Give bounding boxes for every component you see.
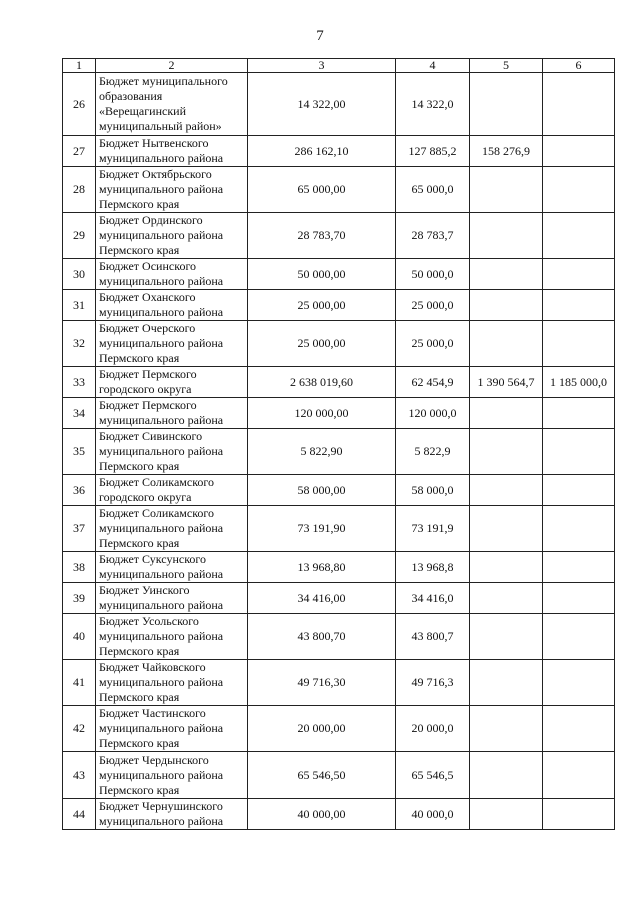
amount-col-5	[470, 752, 543, 799]
row-number: 27	[63, 136, 96, 167]
amount-col-4: 65 546,5	[396, 752, 470, 799]
budget-name: Бюджет Пермского городского округа	[96, 367, 248, 398]
column-header-1: 1	[63, 59, 96, 73]
row-number: 44	[63, 799, 96, 830]
row-number: 26	[63, 73, 96, 136]
amount-col-5	[470, 290, 543, 321]
amount-col-5: 158 276,9	[470, 136, 543, 167]
total-amount: 5 822,90	[248, 429, 396, 475]
amount-col-6	[543, 583, 615, 614]
total-amount: 25 000,00	[248, 290, 396, 321]
amount-col-6	[543, 752, 615, 799]
row-number: 39	[63, 583, 96, 614]
row-number: 32	[63, 321, 96, 367]
total-amount: 58 000,00	[248, 475, 396, 506]
table-row	[63, 213, 615, 259]
budget-name: Бюджет Пермского муниципального района	[96, 398, 248, 429]
amount-col-4: 5 822,9	[396, 429, 470, 475]
table-body	[63, 73, 615, 830]
amount-col-6	[543, 475, 615, 506]
total-amount: 2 638 019,60	[248, 367, 396, 398]
budget-name: Бюджет Октябрьского муниципального района Пермского края	[96, 167, 248, 213]
total-amount: 73 191,90	[248, 506, 396, 552]
amount-col-5	[470, 259, 543, 290]
amount-col-5	[470, 614, 543, 660]
amount-col-5: 1 390 564,7	[470, 367, 543, 398]
amount-col-4: 13 968,8	[396, 552, 470, 583]
amount-col-5	[470, 167, 543, 213]
amount-col-5	[470, 799, 543, 830]
table-row	[63, 429, 615, 475]
budget-name: Бюджет Чердынского муниципального района Пермского края	[96, 752, 248, 799]
table-row	[63, 552, 615, 583]
row-number: 40	[63, 614, 96, 660]
budget-name: Бюджет Уинского муниципального района	[96, 583, 248, 614]
amount-col-6	[543, 290, 615, 321]
budget-table	[62, 58, 615, 830]
total-amount: 28 783,70	[248, 213, 396, 259]
total-amount: 65 000,00	[248, 167, 396, 213]
row-number: 33	[63, 367, 96, 398]
table-row	[63, 136, 615, 167]
row-number: 37	[63, 506, 96, 552]
table-row	[63, 506, 615, 552]
budget-name: Бюджет Ординского муниципального района Пермского края	[96, 213, 248, 259]
total-amount: 20 000,00	[248, 706, 396, 752]
row-number: 38	[63, 552, 96, 583]
amount-col-5	[470, 552, 543, 583]
amount-col-6	[543, 660, 615, 706]
budget-name: Бюджет Частинского муниципального района Пермского края	[96, 706, 248, 752]
total-amount: 14 322,00	[248, 73, 396, 136]
budget-name: Бюджет Осинского муниципального района	[96, 259, 248, 290]
amount-col-5	[470, 506, 543, 552]
column-header-6: 6	[543, 59, 615, 73]
amount-col-4: 28 783,7	[396, 213, 470, 259]
table-row	[63, 259, 615, 290]
amount-col-6	[543, 506, 615, 552]
amount-col-5	[470, 583, 543, 614]
table-row	[63, 799, 615, 830]
amount-col-6	[543, 136, 615, 167]
row-number: 41	[63, 660, 96, 706]
table-row	[63, 660, 615, 706]
column-header-4: 4	[396, 59, 470, 73]
amount-col-4: 43 800,7	[396, 614, 470, 660]
row-number: 29	[63, 213, 96, 259]
amount-col-4: 25 000,0	[396, 321, 470, 367]
amount-col-6: 1 185 000,0	[543, 367, 615, 398]
total-amount: 13 968,80	[248, 552, 396, 583]
amount-col-5	[470, 429, 543, 475]
table-row	[63, 752, 615, 799]
amount-col-4: 62 454,9	[396, 367, 470, 398]
budget-name: Бюджет Соликамского городского округа	[96, 475, 248, 506]
amount-col-6	[543, 259, 615, 290]
amount-col-4: 127 885,2	[396, 136, 470, 167]
table-row	[63, 73, 615, 136]
budget-name: Бюджет муниципального образования «Верещагинский муниципальный район»	[96, 73, 248, 136]
amount-col-4: 65 000,0	[396, 167, 470, 213]
table-row	[63, 475, 615, 506]
table-row	[63, 321, 615, 367]
budget-name: Бюджет Соликамского муниципального района Пермского края	[96, 506, 248, 552]
budget-name: Бюджет Суксунского муниципального района	[96, 552, 248, 583]
table-row	[63, 583, 615, 614]
amount-col-6	[543, 398, 615, 429]
amount-col-5	[470, 321, 543, 367]
amount-col-5	[470, 73, 543, 136]
total-amount: 34 416,00	[248, 583, 396, 614]
amount-col-5	[470, 660, 543, 706]
total-amount: 120 000,00	[248, 398, 396, 429]
amount-col-4: 20 000,0	[396, 706, 470, 752]
row-number: 34	[63, 398, 96, 429]
column-header-2: 2	[96, 59, 248, 73]
amount-col-4: 40 000,0	[396, 799, 470, 830]
row-number: 35	[63, 429, 96, 475]
budget-name: Бюджет Чайковского муниципального района Пермского края	[96, 660, 248, 706]
amount-col-5	[470, 706, 543, 752]
table-row	[63, 367, 615, 398]
total-amount: 40 000,00	[248, 799, 396, 830]
table-row	[63, 167, 615, 213]
amount-col-6	[543, 321, 615, 367]
budget-name: Бюджет Очерского муниципального района Пермского края	[96, 321, 248, 367]
amount-col-6	[543, 614, 615, 660]
row-number: 43	[63, 752, 96, 799]
budget-name: Бюджет Оханского муниципального района	[96, 290, 248, 321]
amount-col-6	[543, 552, 615, 583]
total-amount: 286 162,10	[248, 136, 396, 167]
amount-col-4: 25 000,0	[396, 290, 470, 321]
table-row	[63, 614, 615, 660]
budget-name: Бюджет Сивинского муниципального района Пермского края	[96, 429, 248, 475]
column-header-5: 5	[470, 59, 543, 73]
budget-name: Бюджет Усольского муниципального района Пермского края	[96, 614, 248, 660]
amount-col-5	[470, 398, 543, 429]
amount-col-4: 120 000,0	[396, 398, 470, 429]
budget-name: Бюджет Нытвенского муниципального района	[96, 136, 248, 167]
total-amount: 25 000,00	[248, 321, 396, 367]
amount-col-5	[470, 475, 543, 506]
row-number: 42	[63, 706, 96, 752]
table-row	[63, 706, 615, 752]
total-amount: 50 000,00	[248, 259, 396, 290]
total-amount: 43 800,70	[248, 614, 396, 660]
amount-col-4: 58 000,0	[396, 475, 470, 506]
row-number: 31	[63, 290, 96, 321]
amount-col-4: 73 191,9	[396, 506, 470, 552]
total-amount: 65 546,50	[248, 752, 396, 799]
row-number: 28	[63, 167, 96, 213]
amount-col-4: 50 000,0	[396, 259, 470, 290]
amount-col-4: 34 416,0	[396, 583, 470, 614]
total-amount: 49 716,30	[248, 660, 396, 706]
column-header-3: 3	[248, 59, 396, 73]
amount-col-6	[543, 167, 615, 213]
amount-col-4: 49 716,3	[396, 660, 470, 706]
amount-col-6	[543, 73, 615, 136]
table-row	[63, 398, 615, 429]
page-number: 7	[316, 28, 324, 44]
amount-col-6	[543, 706, 615, 752]
budget-name: Бюджет Чернушинского муниципального района	[96, 799, 248, 830]
amount-col-5	[470, 213, 543, 259]
amount-col-6	[543, 799, 615, 830]
row-number: 30	[63, 259, 96, 290]
row-number: 36	[63, 475, 96, 506]
table-header-row	[63, 59, 615, 73]
amount-col-4: 14 322,0	[396, 73, 470, 136]
amount-col-6	[543, 429, 615, 475]
amount-col-6	[543, 213, 615, 259]
table-row	[63, 290, 615, 321]
